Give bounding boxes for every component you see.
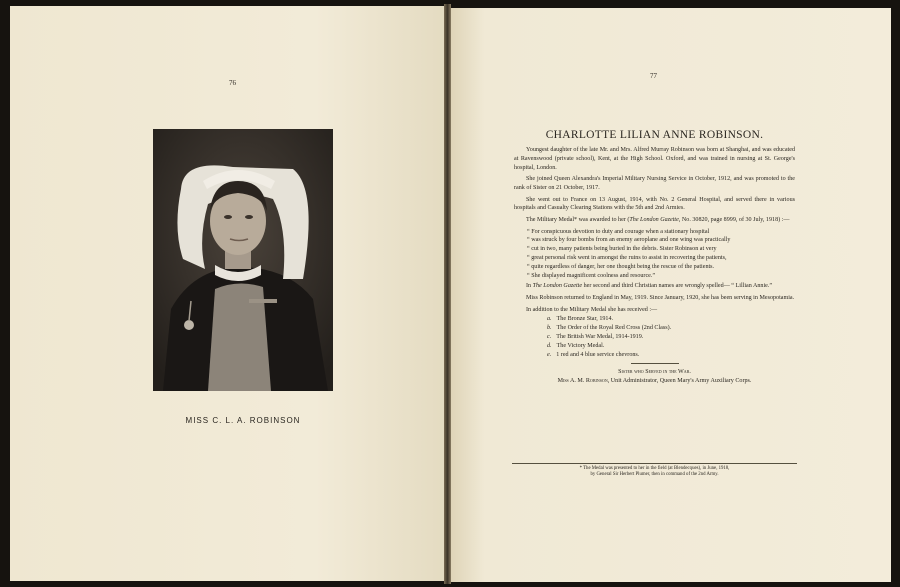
biography-text	[514, 128, 795, 386]
right-page-number: 77	[650, 72, 657, 80]
photo-caption: MISS C. L. A. ROBINSON	[185, 416, 301, 425]
sister-role: , Unit Administrator, Queen Mary's Army Auxiliary Corps.	[607, 378, 752, 385]
sister-entry	[514, 377, 795, 386]
list-item: e. 1 red and 4 blue service chevrons.	[547, 351, 640, 358]
gazette-title: The London Gazette	[629, 216, 679, 223]
spelling-text-a: In	[526, 283, 533, 290]
spelling-text-c: her second and third Christian names are wrongly spelled— “ Lillian Annie.”	[582, 283, 773, 290]
paragraph-return: Miss Robinson returned to England in May, 1919. Since January, 1920, she has been serving in Mesopotamia.	[526, 294, 795, 301]
portrait-photo	[153, 129, 333, 391]
sister-name: Miss A. M. Robinson	[557, 378, 608, 385]
biography-heading: CHARLOTTE LILIAN ANNE ROBINSON.	[545, 129, 764, 141]
paragraph-france: She went out to France on 13 August, 1914, with No. 2 General Hospital, and served there in various hospitals and Casualty Clearing Stations with the 5th and 2nd Armies.	[514, 196, 795, 212]
quote-line: “ For conspicuous devotion to duty and courage when a stationary hospital	[527, 228, 710, 235]
quote-line: “ quite regardless of danger, her one thought being the rescue of the patients.	[527, 263, 715, 270]
quote-line: “ cut in two, many patients being buried in the debris. Sister Robinson at very	[527, 246, 717, 253]
footnote-line: * The Medal was presented to her in the field (at Blendecques), in June, 1918,	[579, 466, 730, 471]
list-item: a. The Bronze Star, 1914.	[547, 316, 614, 323]
quote-line: “ She displayed magnificent coolness and resource.”	[527, 272, 656, 279]
list-item: b. The Order of the Royal Red Cross (2nd Class).	[547, 325, 672, 332]
paragraph-medal	[514, 216, 795, 225]
medal-text-a: The Military Medal* was awarded to her (	[526, 216, 630, 223]
paragraph-awards-intro: In addition to the Military Medal she has received :—	[526, 306, 658, 313]
paragraph-birth: Youngest daughter of the late Mr. and Mrs. Alfred Murray Robinson was born at Shanghai, and was educated at Ravenswood (private school), Kent, at the High School. Oxford, and was trained in nursing at St. George's hospital, London.	[514, 147, 795, 171]
gazette-title: The London Gazette	[532, 283, 583, 290]
sister-section-heading: Sister who Served in the War.	[618, 369, 691, 376]
quote-line: “ great personal risk went in amongst the ruins to assist in recovering the patients,	[527, 254, 727, 261]
footnote-divider	[512, 463, 797, 464]
section-divider	[631, 363, 679, 364]
footnote	[512, 466, 797, 478]
book-gutter	[444, 4, 451, 584]
footnote-line: by General Sir Herbert Plumer, then in command of the 2nd Army.	[590, 472, 719, 477]
medals-list	[514, 315, 795, 359]
left-page-number: 76	[229, 79, 236, 87]
quote-line: “ was struck by four bombs from an enemy aeroplane and one wing was practically	[527, 237, 731, 244]
medal-text-c: , No. 30820, page 8999, of 30 July, 1918) :—	[678, 216, 790, 223]
citation-quote	[514, 228, 795, 281]
list-item: c. The British War Medal, 1914-1919.	[547, 333, 644, 340]
paragraph-spelling	[514, 282, 795, 291]
list-item: d. The Victory Medal.	[547, 342, 605, 349]
paragraph-service: She joined Queen Alexandra's Imperial Military Nursing Service in October, 1912, and was promoted to the rank of Sister on 21 October, 1917.	[514, 176, 795, 191]
